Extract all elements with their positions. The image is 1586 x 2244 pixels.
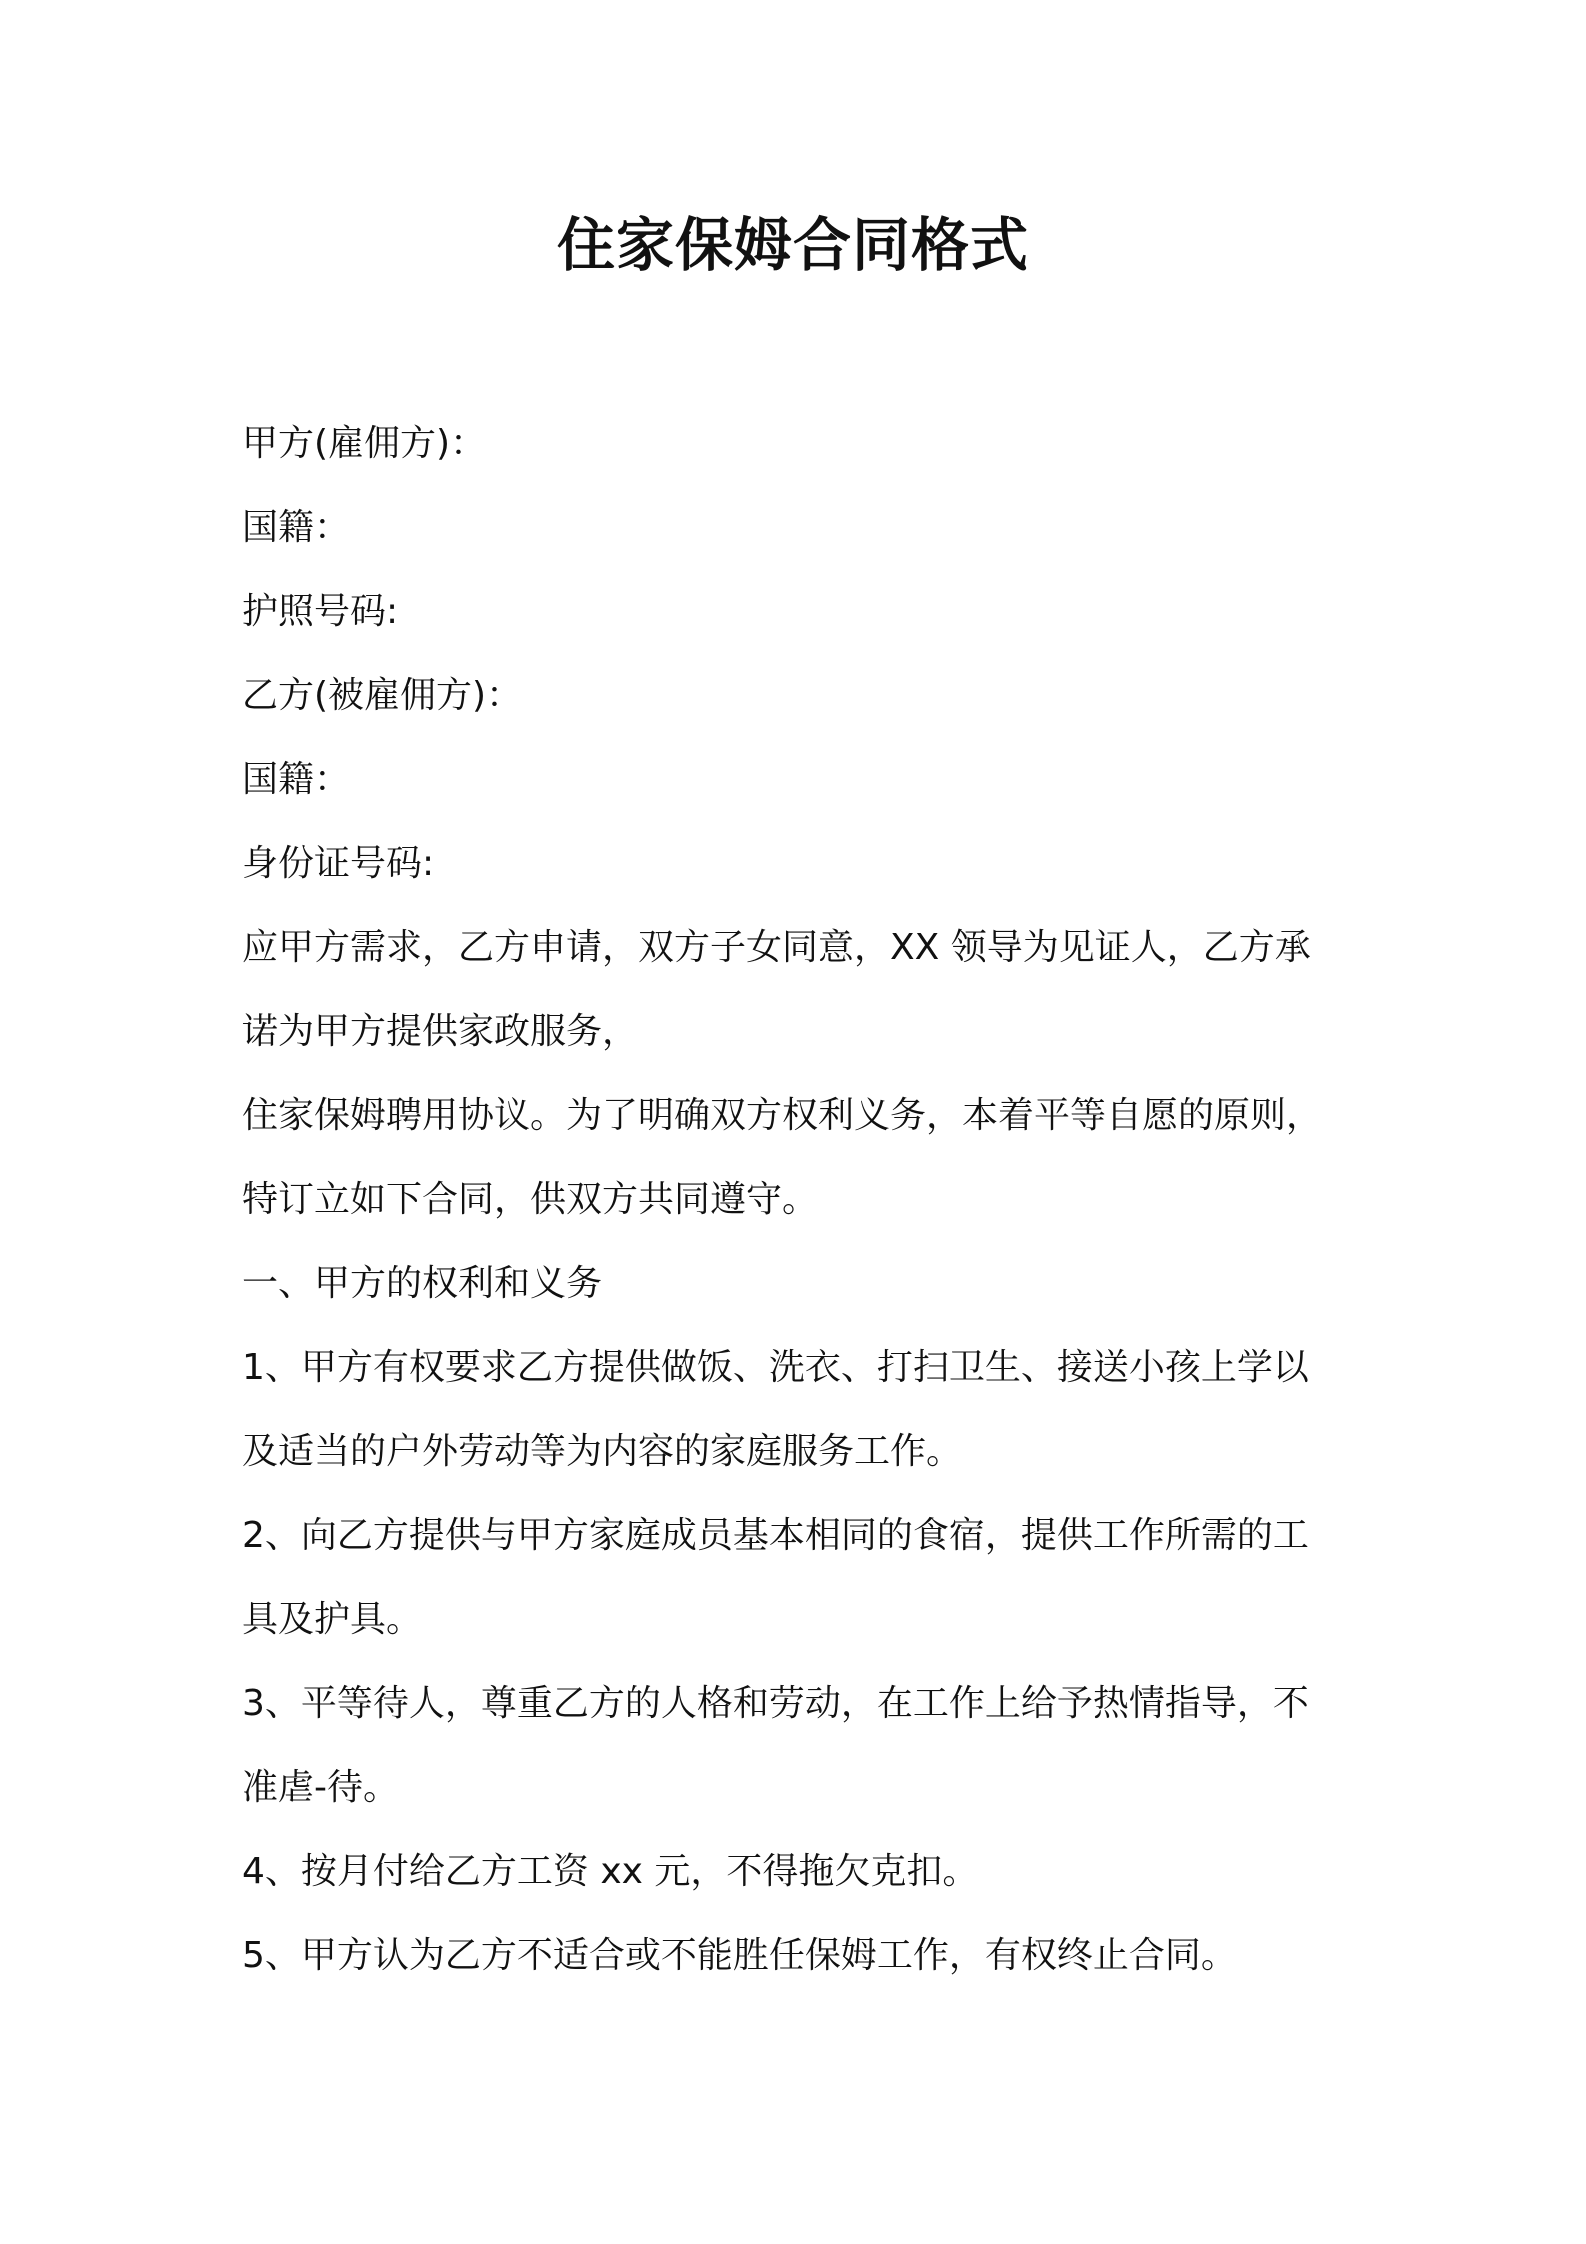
clause-line: 5、甲方认为乙方不适合或不能胜任保姆工作，有权终止合同。 (242, 1935, 1237, 1976)
clause-line: 1、甲方有权要求乙方提供做饭、洗衣、打扫卫生、接送小孩上学以 (242, 1347, 1309, 1388)
party-b-id-number: 身份证号码: (242, 843, 435, 884)
document-body (242, 402, 1362, 1998)
clause-line: 及适当的户外劳动等为内容的家庭服务工作。 (242, 1431, 963, 1472)
party-a-passport: 护照号码: (242, 591, 399, 632)
clause-line: 2、向乙方提供与甲方家庭成员基本相同的食宿，提供工作所需的工 (242, 1515, 1309, 1556)
preamble-line: 特订立如下合同，供双方共同遵守。 (242, 1179, 819, 1220)
party-a-label: 甲方(雇佣方)： (242, 423, 487, 464)
party-b-nationality: 国籍： (242, 759, 351, 800)
clause-line: 具及护具。 (242, 1599, 423, 1640)
document-title: 住家保姆合同格式 (556, 211, 1029, 279)
preamble-line: 应甲方需求，乙方申请，双方子女同意，XX 领导为见证人，乙方承 (242, 927, 1311, 968)
preamble-line: 住家保姆聘用协议。为了明确双方权利义务，本着平等自愿的原则， (242, 1095, 1323, 1136)
clause-line: 3、平等待人，尊重乙方的人格和劳动，在工作上给予热情指导，不 (242, 1683, 1309, 1724)
party-a-nationality: 国籍： (242, 507, 351, 548)
party-b-label: 乙方(被雇佣方)： (242, 675, 523, 716)
clause-line: 4、按月付给乙方工资 xx 元，不得拖欠克扣。 (242, 1851, 979, 1892)
clause-line: 准虐-待。 (242, 1767, 399, 1808)
preamble-line: 诺为甲方提供家政服务， (242, 1011, 639, 1052)
section-heading-party-a: 一、甲方的权利和义务 (242, 1263, 603, 1304)
